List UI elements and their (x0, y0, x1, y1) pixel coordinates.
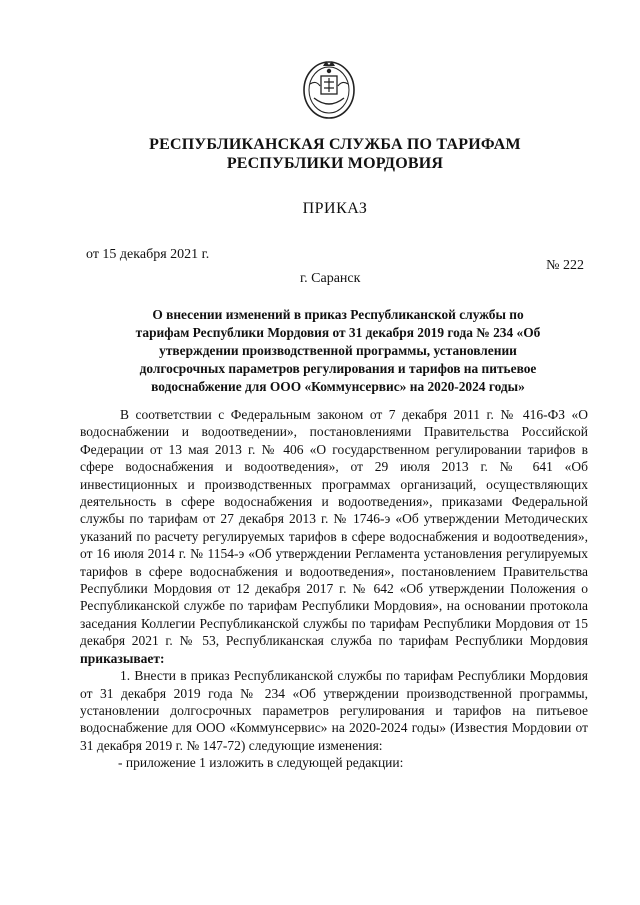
subject-line: утверждении производственной программы, установлении (159, 343, 517, 358)
org-line-2: РЕСПУБЛИКИ МОРДОВИЯ (226, 155, 444, 172)
organization-name (100, 135, 570, 173)
subject-line: долгосрочных параметров регулирования и тарифов на питьевое (139, 361, 537, 376)
order-number: № 222 (546, 258, 584, 273)
org-line-1: РЕСПУБЛИКАНСКАЯ СЛУЖБА ПО ТАРИФАМ (149, 136, 521, 153)
subject-line: О внесении изменений в приказ Республиканской службы по (152, 307, 524, 322)
item-1-subitem: - приложение 1 изложить в следующей редакции: (118, 755, 404, 771)
subject-line: тарифам Республики Мордовия от 31 декабря 2019 года № 234 «Об (135, 325, 541, 340)
order-date: от 15 декабря 2021 г. (86, 247, 210, 262)
order-city: г. Саранск (300, 271, 361, 286)
subject-line: водоснабжение для ООО «Коммунсервис» на 2020-2024 годы» (151, 379, 525, 394)
item-1-paragraph: 1. Внести в приказ Республиканской службы по тарифам Республики Мордовия от 31 декабря 2019 года № 234 «Об утверждении производственной программы, установлении долгосрочных параметров регулирования и тарифов на питьевое водоснабжение для ООО «Коммунсервис» на 2020-2024 годы» (Известия Мордовии от 31 декабря 2019 г. № 147-72) следующие изменения: (80, 668, 588, 753)
order-subject (92, 306, 584, 396)
preamble-paragraph (80, 406, 588, 667)
order-body (80, 406, 588, 772)
coat-of-arms-emblem-icon (302, 54, 356, 120)
orders-word: приказывает: (80, 650, 165, 666)
preamble-text: В соответствии с Федеральным законом от 7 декабря 2011 г. № 416-ФЗ «О водоснабжении и водоотведении», постановлениями Правительства Российской Федерации от 13 мая 2013 г. № 406 «О государственном регулировании тарифов в сфере водоснабжения и водоотведения», от 29 июля 2013 г. № 641 «Об инвестиционных и производственных программах организаций, осуществляющих деятельность в сфере водоснабжения и водоотведения», приказами Федеральной службы по тарифам от 27 декабря 2013 г. № 1746-э «Об утверждении Методических указаний по расчету регулируемых тарифов в сфере водоснабжения и водоотведения», от 16 июля 2014 г. № 1154-э «Об утверждении Регламента установления регулируемых тарифов в сфере водоснабжения и водоотведения», постановлением Правительства Республики Мордовия от 12 декабря 2017 г. № 642 «Об утверждении Положения о Республиканской службе по тарифам Республики Мордовия», на основании протокола заседания Коллегии Республиканской службы по тарифам Республики Мордовия от 15 декабря 2021 г. № 53, Республиканская служба по тарифам Республики Мордовия (80, 407, 588, 649)
document-type: ПРИКАЗ (302, 200, 368, 217)
